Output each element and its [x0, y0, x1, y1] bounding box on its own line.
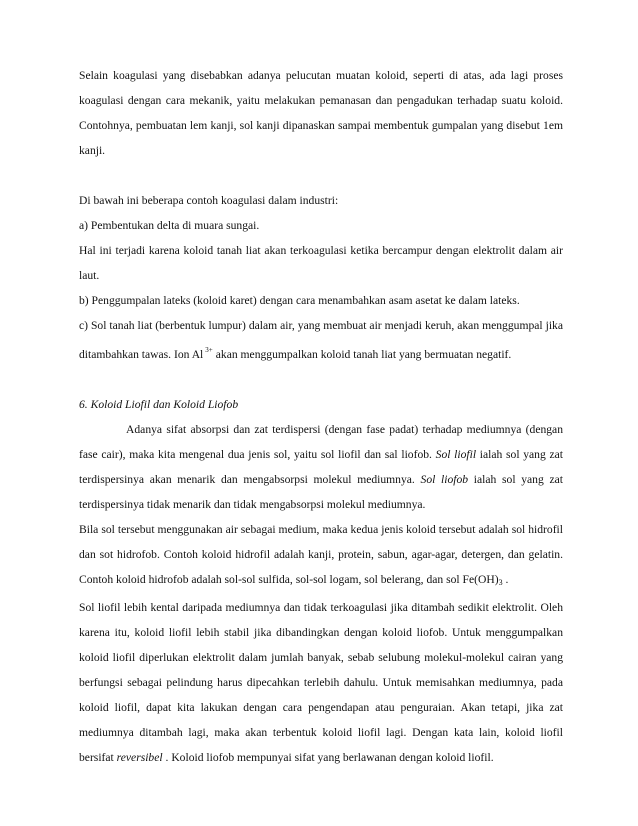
properties-text: Sol liofil lebih kental daripada mediumnya dan tidak terkoagulasi jika ditambah sedikit elektrolit. Oleh karena itu, koloid liofil lebih stabil jika dibandingkan dengan koloid liofob. Untuk menggumpalkan koloid liofil diperlukan elektrolit dalam jumlah banyak, sebab selubung molekul-molekul cairan yang berfungsi sebagai pelindung harus dipecahkan terlebih dahulu. Untuk memisahkan mediumnya, pada koloid liofil, dapat kita lakukan dengan cara pengendapan atau penguraian. Akan tetapi, jika zat mediumnya ditambah lagi, maka akan terbentuk koloid liofil lagi. Dengan kata lain, koloid liofil bersifat — [79, 601, 563, 764]
example-a-description: Hal ini terjadi karena koloid tanah liat akan terkoagulasi ketika bercampur dengan elektrolit dalam air laut. — [79, 244, 563, 282]
formula-subscript: 3 — [498, 578, 503, 587]
intro-paragraph: Selain koagulasi yang disebabkan adanya pelucutan muatan koloid, seperti di atas, ada lagi proses koagulasi dengan cara mekanik, yaitu melakukan pemanasan dan pengadukan terhadap suatu koloid. Contohnya, pembuatan lem kanji, sol kanji dipanaskan sampai membentuk gumpalan yang disebut 1em kanji. — [79, 69, 563, 157]
liofil-definition-paragraph — [79, 417, 563, 517]
properties-text-end: . Koloid liofob mempunyai sifat yang berlawanan dengan koloid liofil. — [165, 751, 494, 764]
spacer — [79, 367, 563, 392]
charge-superscript: 3+ — [205, 346, 213, 354]
example-a: a) Pembentukan delta di muara sungai. — [79, 219, 260, 232]
definition-text: Adanya sifat absorpsi dan zat terdispersi (dengan fase padat) terhadap mediumnya (dengan fase cair), maka kita mengenal dua jenis sol, yaitu sol liofil dan sal liofob. — [79, 423, 563, 461]
period: . — [505, 573, 509, 586]
hidrofil-text: Bila sol tersebut menggunakan air sebagai medium, maka kedua jenis koloid tersebut adalah sol hidrofil dan sot hidrofob. Contoh koloid hidrofil adalah kanji, protein, sabun, agar-agar, detergen, dan gelatin. Contoh koloid hidrofob adalah sol-sol sulfida, sol-sol logam, sol belerang, dan sol Fe(OH) — [79, 523, 563, 586]
example-c-text-cont: akan menggumpalkan koloid tanah liat yang bermuatan negatif. — [215, 348, 512, 361]
spacer — [79, 163, 563, 188]
term-sol-liofil: Sol liofil — [435, 448, 477, 461]
industry-intro: Di bawah ini beberapa contoh koagulasi dalam industri: — [79, 194, 339, 207]
term-reversibel: reversibel — [116, 751, 163, 764]
example-b: b) Penggumpalan lateks (koloid karet) dengan cara menambahkan asam asetat ke dalam lateks. — [79, 294, 520, 307]
example-c-text: c) Sol tanah liat (berbentuk lumpur) dalam air, yang membuat air menjadi keruh, akan menggumpal jika ditambahkan tawas. Ion Al — [79, 319, 563, 361]
example-c — [79, 313, 563, 367]
definition-text-mid: ialah sol yang zat terdispersinya akan menarik dan mengabsorpsi molekul mediumnya. — [79, 448, 563, 486]
liofil-properties-paragraph — [79, 595, 563, 770]
hidrofil-paragraph — [79, 517, 563, 595]
term-sol-liofob: Sol liofob — [420, 473, 469, 486]
section-heading: 6. Koloid Liofil dan Koloid Liofob — [79, 398, 239, 411]
definition-text-end: ialah sol yang zat terdispersinya tidak menarik dan tidak mengabsorpsi molekul mediumnya. — [79, 473, 563, 511]
